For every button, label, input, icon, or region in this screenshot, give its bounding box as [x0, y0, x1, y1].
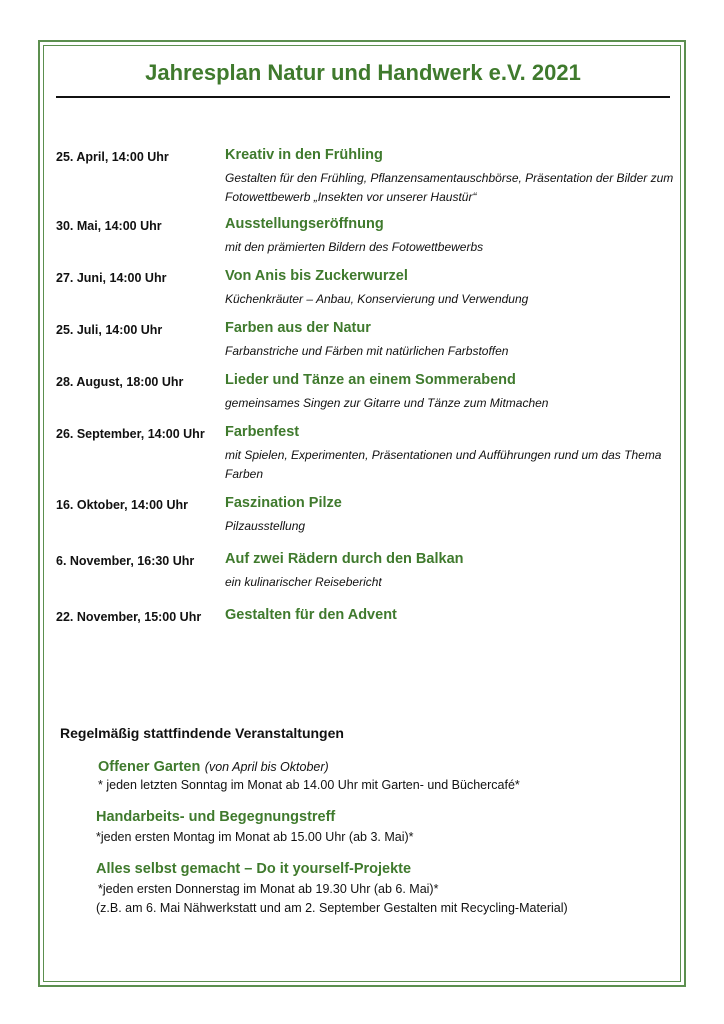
event-date: 30. Mai, 14:00 Uhr — [56, 219, 162, 233]
event-description: ein kulinarischer Reisebericht — [225, 575, 382, 589]
event-description: Gestalten für den Frühling, Pflanzensamentauschbörse, Präsentation der Bilder zum Fotowettbewerb „Insekten vor unserer Haustür“ — [225, 171, 674, 204]
regular-item — [96, 808, 656, 847]
regular-item-schedule: * jeden letzten Sonntag im Monat ab 14.00 Uhr mit Garten- und Büchercafé* — [98, 778, 520, 792]
regular-item-schedule: *jeden ersten Montag im Monat ab 15.00 Uhr (ab 3. Mai)* — [96, 830, 414, 844]
regular-item — [98, 758, 658, 795]
event-title: Gestalten für den Advent — [225, 607, 397, 623]
event-description: mit Spielen, Experimenten, Präsentationen und Aufführungen rund um das Thema Farben — [225, 448, 662, 481]
event-date: 28. August, 18:00 Uhr — [56, 375, 184, 389]
event-description: Pilzausstellung — [225, 519, 306, 533]
regular-item-title: Alles selbst gemacht – Do it yourself-Projekte — [96, 861, 412, 877]
regular-item-example: (z.B. am 6. Mai Nähwerkstatt und am 2. September Gestalten mit Recycling-Material) — [96, 901, 568, 915]
event-date: 25. April, 14:00 Uhr — [56, 150, 169, 164]
page-title: Jahresplan Natur und Handwerk e.V. 2021 — [145, 60, 581, 85]
regular-item-title: Handarbeits- und Begegnungstreff — [96, 809, 336, 825]
regular-item-schedule: *jeden ersten Donnerstag im Monat ab 19.30 Uhr (ab 6. Mai)* — [98, 882, 439, 896]
event-description: Küchenkräuter – Anbau, Konservierung und Verwendung — [225, 292, 529, 306]
event-date: 6. November, 16:30 Uhr — [56, 554, 195, 568]
regular-item-note: (von April bis Oktober) — [204, 760, 329, 774]
event-description: gemeinsames Singen zur Gitarre und Tänze zum Mitmachen — [225, 396, 549, 410]
event-date: 26. September, 14:00 Uhr — [56, 427, 205, 441]
event-title: Farbenfest — [225, 424, 300, 440]
event-date: 27. Juni, 14:00 Uhr — [56, 271, 167, 285]
event-description: Farbanstriche und Färben mit natürlichen Farbstoffen — [225, 344, 509, 358]
event-date: 25. Juli, 14:00 Uhr — [56, 323, 163, 337]
event-title: Ausstellungseröffnung — [225, 216, 384, 232]
regular-item-title: Offener Garten — [98, 759, 201, 775]
event-date: 22. November, 15:00 Uhr — [56, 610, 202, 624]
event-title: Lieder und Tänze an einem Sommerabend — [225, 372, 516, 388]
event-title: Von Anis bis Zuckerwurzel — [225, 268, 408, 284]
event-title: Faszination Pilze — [225, 495, 342, 511]
event-date: 16. Oktober, 14:00 Uhr — [56, 498, 189, 512]
event-title: Kreativ in den Frühling — [225, 147, 383, 163]
event-description: mit den prämierten Bildern des Fotowettbewerbs — [225, 240, 484, 254]
title-underline — [56, 96, 670, 98]
regular-item — [96, 860, 656, 918]
regular-events-heading: Regelmäßig stattfindende Veranstaltungen — [60, 725, 344, 741]
event-title: Farben aus der Natur — [225, 320, 371, 336]
event-title: Auf zwei Rädern durch den Balkan — [225, 551, 464, 567]
